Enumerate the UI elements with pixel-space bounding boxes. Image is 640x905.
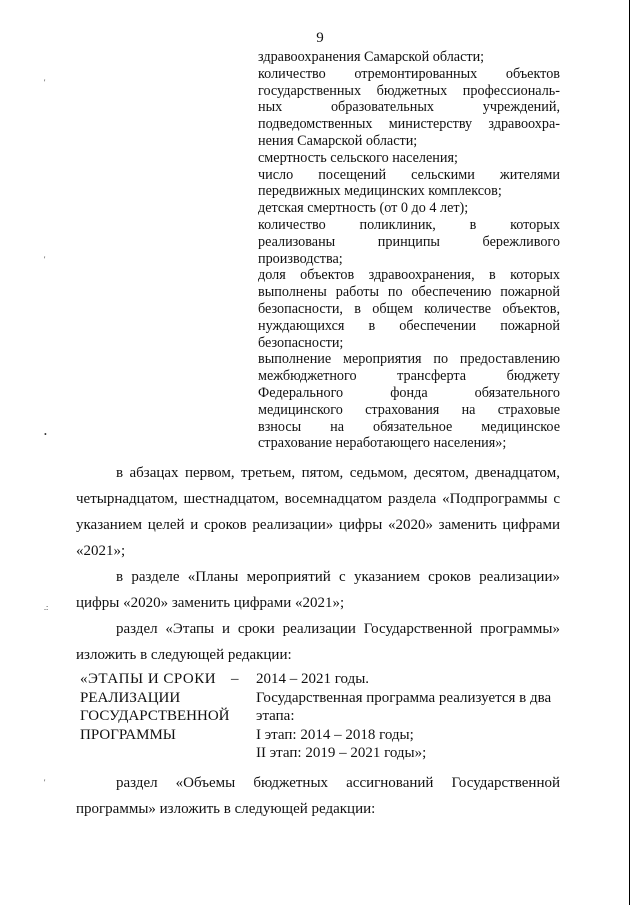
scan-speck: •: [44, 430, 47, 439]
list-line: подведомственных министерству здравоохра-: [258, 116, 560, 133]
list-line: страхование неработающего населения»;: [258, 435, 507, 452]
list-line: доля объектов здравоохранения, в которых: [258, 267, 560, 284]
indicator-list: [258, 49, 560, 452]
list-line: нения Самарской области;: [258, 132, 418, 149]
scan-speck: .:: [44, 603, 49, 612]
list-line: производства;: [258, 250, 343, 267]
list-line: детская смертность (от 0 до 4 лет);: [258, 200, 469, 217]
list-line: медицинского страхования на страховые: [258, 401, 560, 418]
page-edge-line: [629, 0, 630, 905]
list-line: безопасности, в общем количестве объектов,: [258, 300, 560, 317]
list-line: число посещений сельскими жителями: [258, 166, 560, 183]
amendment-paragraph: в разделе «Планы мероприятий с указанием сроков реализации» цифры «2020» заменить цифрами «2021»;: [76, 569, 560, 611]
amendment-paragraph: раздел «Этапы и сроки реализации Государственной программы» изложить в следующей редакции:: [76, 621, 560, 663]
list-line: смертность сельского населения;: [258, 149, 458, 166]
stages-value-line: II этап: 2019 – 2021 годы»;: [256, 745, 427, 761]
list-line: нуждающихся в обеспечении пожарной: [258, 317, 560, 334]
stages-value-line: 2014 – 2021 годы.: [256, 671, 370, 687]
stages-label-line: ПРОГРАММЫ: [80, 726, 176, 743]
list-line: Федерального фонда обязательного: [258, 384, 560, 401]
page-number: 9: [316, 30, 324, 46]
list-line: выполнение мероприятия по предоставлению: [258, 351, 560, 368]
scan-speck: ': [44, 78, 46, 87]
list-line: безопасности;: [258, 334, 344, 351]
stages-label-line: РЕАЛИЗАЦИИ: [80, 689, 181, 706]
list-line: взносы на обязательное медицинское: [258, 418, 560, 435]
amendment-paragraph: раздел «Объемы бюджетных ассигнований Государственной программы» изложить в следующей редакции:: [76, 775, 560, 817]
amendment-paragraph: в абзацах первом, третьем, пятом, седьмом, десятом, двенадцатом, четырнадцатом, шестнадцатом, восемнадцатом раздела «Подпрограммы с указанием целей и сроков реализации» цифры «2020» заменить цифрами «2021»;: [76, 465, 560, 559]
stages-value-line: I этап: 2014 – 2018 годы;: [256, 726, 414, 743]
list-line: ных образовательных учреждений,: [258, 99, 560, 116]
list-line: государственных бюджетных профессиональ-: [258, 82, 560, 99]
list-line: количество отремонтированных объектов: [258, 65, 560, 82]
stages-value: [256, 670, 564, 763]
list-line: количество поликлиник, в которых: [258, 216, 560, 233]
stages-label-line: ГОСУДАРСТВЕННОЙ: [80, 708, 230, 724]
list-line: здравоохранения Самарской области;: [258, 49, 485, 65]
stages-value-line: Государственная программа реализуется в два этапа:: [256, 689, 552, 724]
stages-label: [80, 670, 248, 744]
list-line: межбюджетного трансферта бюджету: [258, 368, 560, 385]
list-line: реализованы принципы бережливого: [258, 233, 560, 250]
list-line: выполнены работы по обеспечению пожарной: [258, 284, 560, 301]
scan-speck: ': [44, 255, 46, 264]
scan-speck: ': [44, 778, 46, 787]
stages-dash: –: [231, 671, 239, 687]
list-line: передвижных медицинских комплексов;: [258, 183, 502, 200]
stages-label-line: «ЭТАПЫ И СРОКИ: [80, 671, 217, 687]
